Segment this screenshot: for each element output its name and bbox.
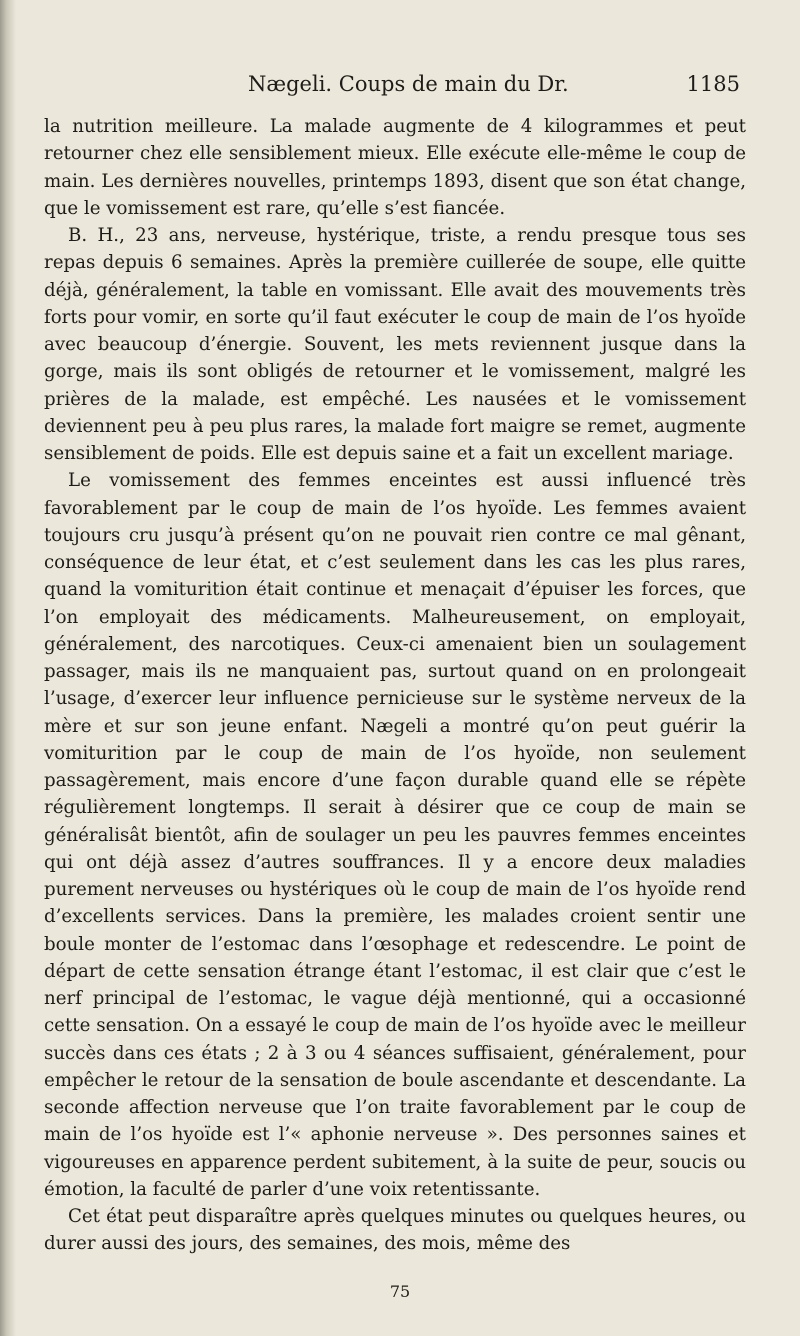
folio-number: 75 [389,1282,411,1301]
paragraph-2: B. H., 23 ans, nerveuse, hystérique, triste, a rendu presque tous ses repas depuis 6 semaines. Après la première cuillerée de soupe, elle quitte déjà, généralement, la table en vomissant. Elle avait des mouvements très forts pour vomir, en sorte qu’il faut exécuter le coup de main de l’os hyoïde avec beaucoup d’énergie. Souvent, les mets reviennent jusque dans la gorge, mais ils sont obligés de retourner et le vomissement, malgré les prières de la malade, est empêché. Les nausées et le vomissement deviennent peu à peu plus rares, la malade fort maigre se remet, augmente sensiblement de poids. Elle est depuis saine et a fait un excellent mariage. [44,225,746,464]
running-title: Nægeli. Coups de main du Dr. [248,72,569,96]
paragraph-3: Le vomissement des femmes enceintes est aussi influencé très favorablement par le coup de main de l’os hyoïde. Les femmes avaient toujours cru jusqu’à présent qu’on ne pouvait rien contre ce mal gênant, conséquence de leur état, et c’est seulement dans les cas les plus rares, quand la vomiturition était continue et menaçait d’épuiser les forces, que l’on employait des médicaments. Malheureusement, on employait, généralement, des narcotiques. Ceux-ci amenaient bien un soulagement passager, mais ils ne manquaient pas, surtout quand on en prolongeait l’usage, d’exercer leur influence pernicieuse sur le système nerveux de la mère et sur son jeune enfant. Nægeli a montré qu’on peut guérir la vomiturition par le coup de main de l’os hyoïde, non seulement passagèrement, mais encore d’une façon durable quand elle se répète régulièrement longtemps. Il serait à désirer que ce coup de main se généralisât bientôt, afin de soulager un peu les pauvres femmes enceintes qui ont déjà assez d’autres souffrances. Il y a encore deux maladies purement nerveuses ou hystériques où le coup de main de l’os hyoïde rend d’excellents services. Dans la première, les malades croient sentir une boule monter de l’estomac dans l’œsophage et redescendre. Le point de départ de cette sensation étrange étant l’estomac, il est clair que c’est le nerf principal de l’estomac, le vague déjà mentionné, qui a occasionné cette sensation. On a essayé le coup de main de l’os hyoïde avec le meilleur succès dans ces états ; 2 à 3 ou 4 séances suffisaient, généralement, pour empêcher le retour de la sensation de boule ascendante et descendante. La seconde affection nerveuse que l’on traite favorablement par le coup de main de l’os hyoïde est l’« aphonie nerveuse ». Des personnes saines et vigoureuses en apparence perdent subitement, à la suite de peur, soucis ou émotion, la faculté de parler d’une voix retentissante. [44,470,746,1200]
running-header [248,72,740,100]
page-number: 1185 [686,72,740,96]
body-text [44,113,746,1258]
paragraph-1: la nutrition meilleure. La malade augmente de 4 kilogrammes et peut retourner chez elle sensiblement mieux. Elle exécute elle-même le coup de main. Les dernières nouvelles, printemps 1893, disent que son état change, que le vomissement est rare, qu’elle s’est fiancée. [44,116,746,219]
page-shadow-edge [0,0,16,1336]
paragraph-4: Cet état peut disparaître après quelques minutes ou quelques heures, ou durer aussi des jours, des semaines, des mois, même des [44,1206,746,1255]
